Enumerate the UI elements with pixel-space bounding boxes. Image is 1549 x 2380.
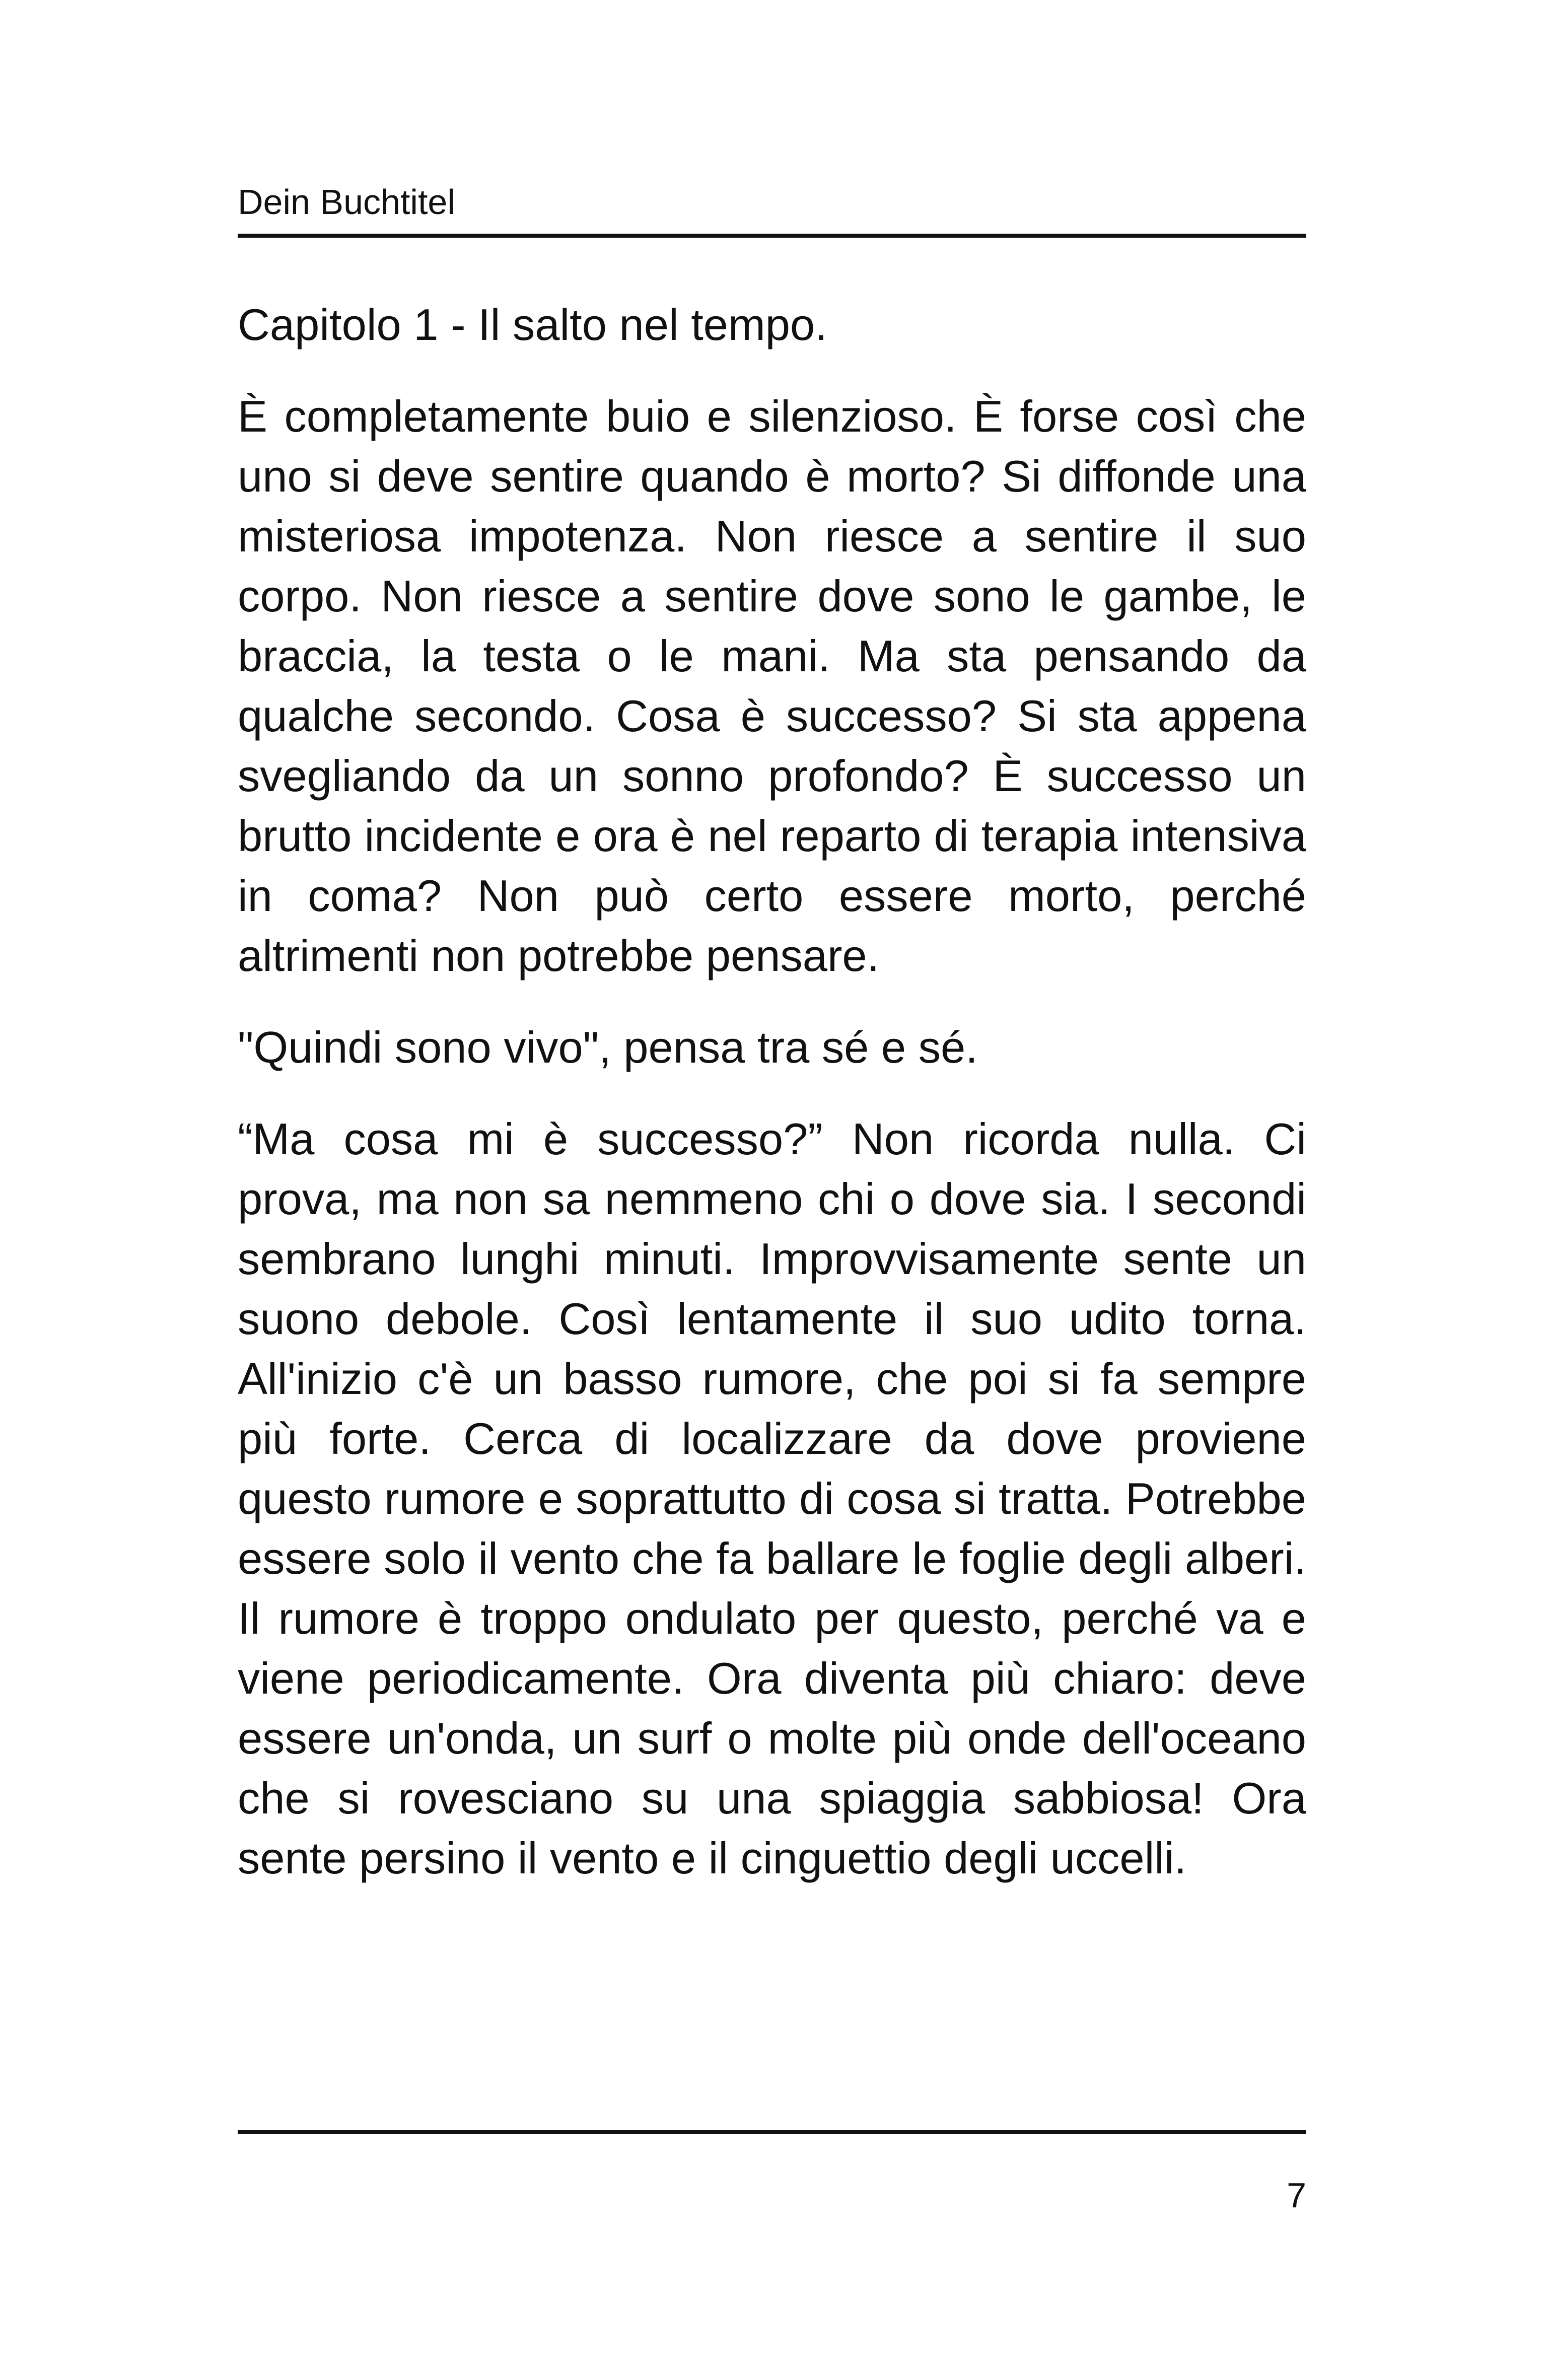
chapter-title: Capitolo 1 - Il salto nel tempo. — [238, 300, 827, 349]
page-body — [238, 295, 1306, 1920]
running-header-title: Dein Buchtitel — [238, 182, 455, 222]
paragraph: "Quindi sono vivo", pensa tra sé e sé. — [238, 1022, 978, 1072]
paragraph: È completamente buio e silenzioso. È forse così che uno si deve sentire quando è morto? Si diffonde una misteriosa impotenza. Non riesce a sentire il suo corpo. Non riesce a sentire dove sono le gambe, le braccia, la testa o le mani. Ma sta pensando da qualche secondo. Cosa è successo? Si sta appena svegliando da un sonno profondo? È successo un brutto incidente e ora è nel reparto di terapia intensiva in coma? Non può certo essere morto, perché altrimenti non potrebbe pensare. — [238, 391, 1306, 981]
paragraph: “Ma cosa mi è successo?” Non ricorda nulla. Ci prova, ma non sa nemmeno chi o dove sia. I secondi sembrano lunghi minuti. Improvvisamente sente un suono debole. Così lentamente il suo udito torna. All'inizio c'è un basso rumore, che poi si fa sempre più forte. Cerca di localizzare da dove proviene questo rumore e soprattutto di cosa si tratta. Potrebbe essere solo il vento che fa ballare le foglie degli alberi. Il rumore è troppo ondulato per questo, perché va e viene periodicamente. Ora diventa più chiaro: deve essere un'onda, un surf o molte più onde dell'oceano che si rovesciano su una spiaggia sabbiosa! Ora sente persino il vento e il cinguettio degli uccelli. — [238, 1114, 1306, 1883]
page-number: 7 — [1287, 2176, 1306, 2215]
footer-rule — [238, 2130, 1306, 2134]
header-rule — [238, 234, 1306, 238]
